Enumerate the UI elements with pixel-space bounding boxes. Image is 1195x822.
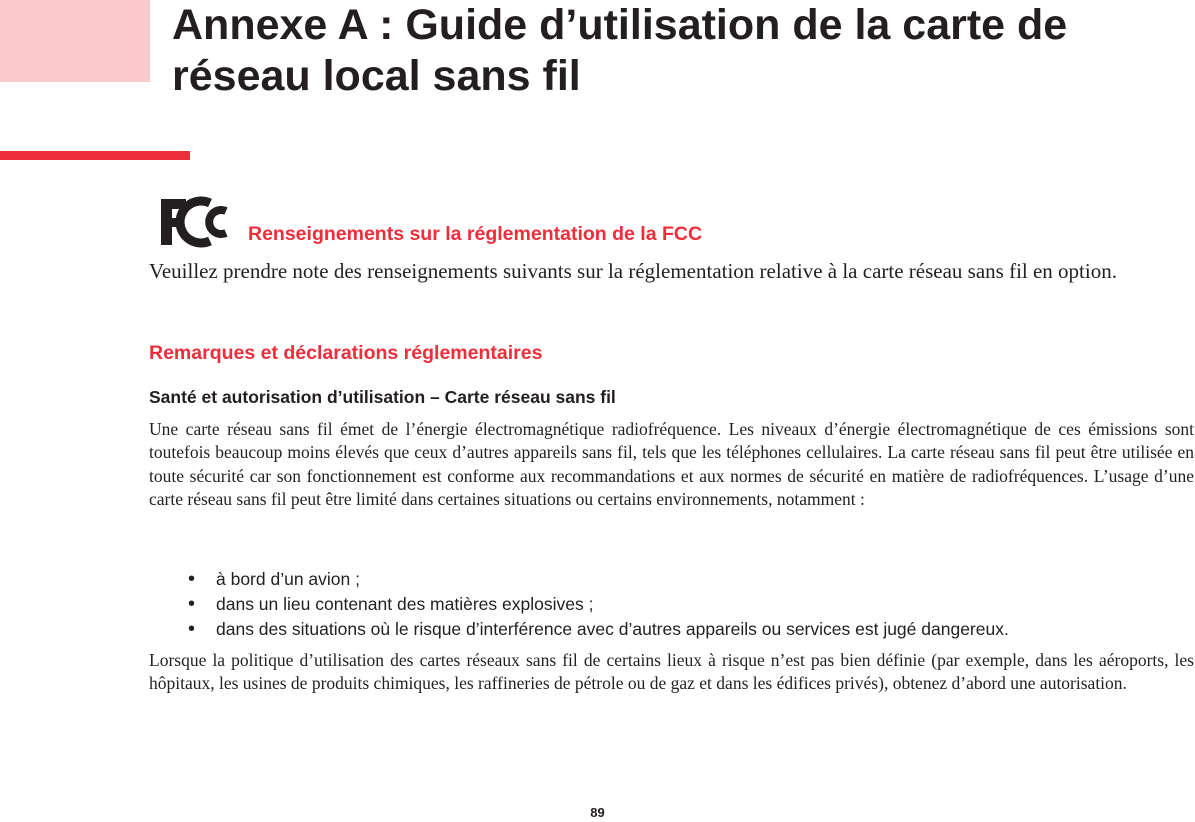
fcc-intro-text: Veuillez prendre note des renseignements suivants sur la réglementation relative à la carte réseau sans fil en option.	[149, 259, 1117, 283]
header-divider	[0, 151, 190, 160]
bullet-icon: •	[188, 618, 196, 640]
page-number: 89	[590, 805, 605, 820]
list-item-text: dans des situations où le risque d’interférence avec d’autres appareils ou services est jugé dangereux.	[216, 619, 1009, 639]
regulatory-remarks-heading: Remarques et déclarations réglementaires	[149, 342, 543, 364]
bullet-icon: •	[188, 593, 196, 615]
list-item	[188, 592, 1009, 617]
fcc-logo-icon	[158, 196, 236, 248]
list-item	[188, 617, 1009, 642]
header-accent-block	[0, 0, 150, 82]
list-item	[188, 567, 1009, 592]
rf-energy-paragraph: Une carte réseau sans fil émet de l’énergie électromagnétique radiofréquence. Les niveaux d’énergie électromagnétique de ces émissions sont toutefois beaucoup moins élevés que ceux d’autres appareils sans fil, tels que les téléphones cellulaires. La carte réseau sans fil peut être utilisée en toute sécurité car son fonctionnement est conforme aux recommandations et aux normes de sécurité en matière de radiofréquences. L’usage d’une carte réseau sans fil peut être limité dans certaines situations ou certains environnements, notamment :	[149, 419, 1194, 510]
page-title-line-1: Annexe A : Guide d’utilisation de la carte de	[172, 1, 1068, 49]
health-authorization-subheading: Santé et autorisation d’utilisation – Carte réseau sans fil	[149, 387, 616, 407]
list-item-text: dans un lieu contenant des matières explosives ;	[216, 594, 594, 614]
page-title	[172, 0, 1192, 102]
authorization-paragraph: Lorsque la politique d’utilisation des cartes réseaux sans fil de certains lieux à risque n’est pas bien définie (par exemple, dans les aéroports, les hôpitaux, les usines de produits chimiques, les raffineries de pétrole ou de gaz et dans les édifices privés), obtenez d’abord une autorisation.	[149, 650, 1194, 694]
bullet-icon: •	[188, 568, 196, 590]
fcc-section-heading: Renseignements sur la réglementation de la FCC	[248, 223, 703, 245]
page-title-line-2: réseau local sans fil	[172, 52, 581, 100]
restricted-situations-list	[188, 567, 1009, 642]
list-item-text: à bord d’un avion ;	[216, 569, 360, 589]
